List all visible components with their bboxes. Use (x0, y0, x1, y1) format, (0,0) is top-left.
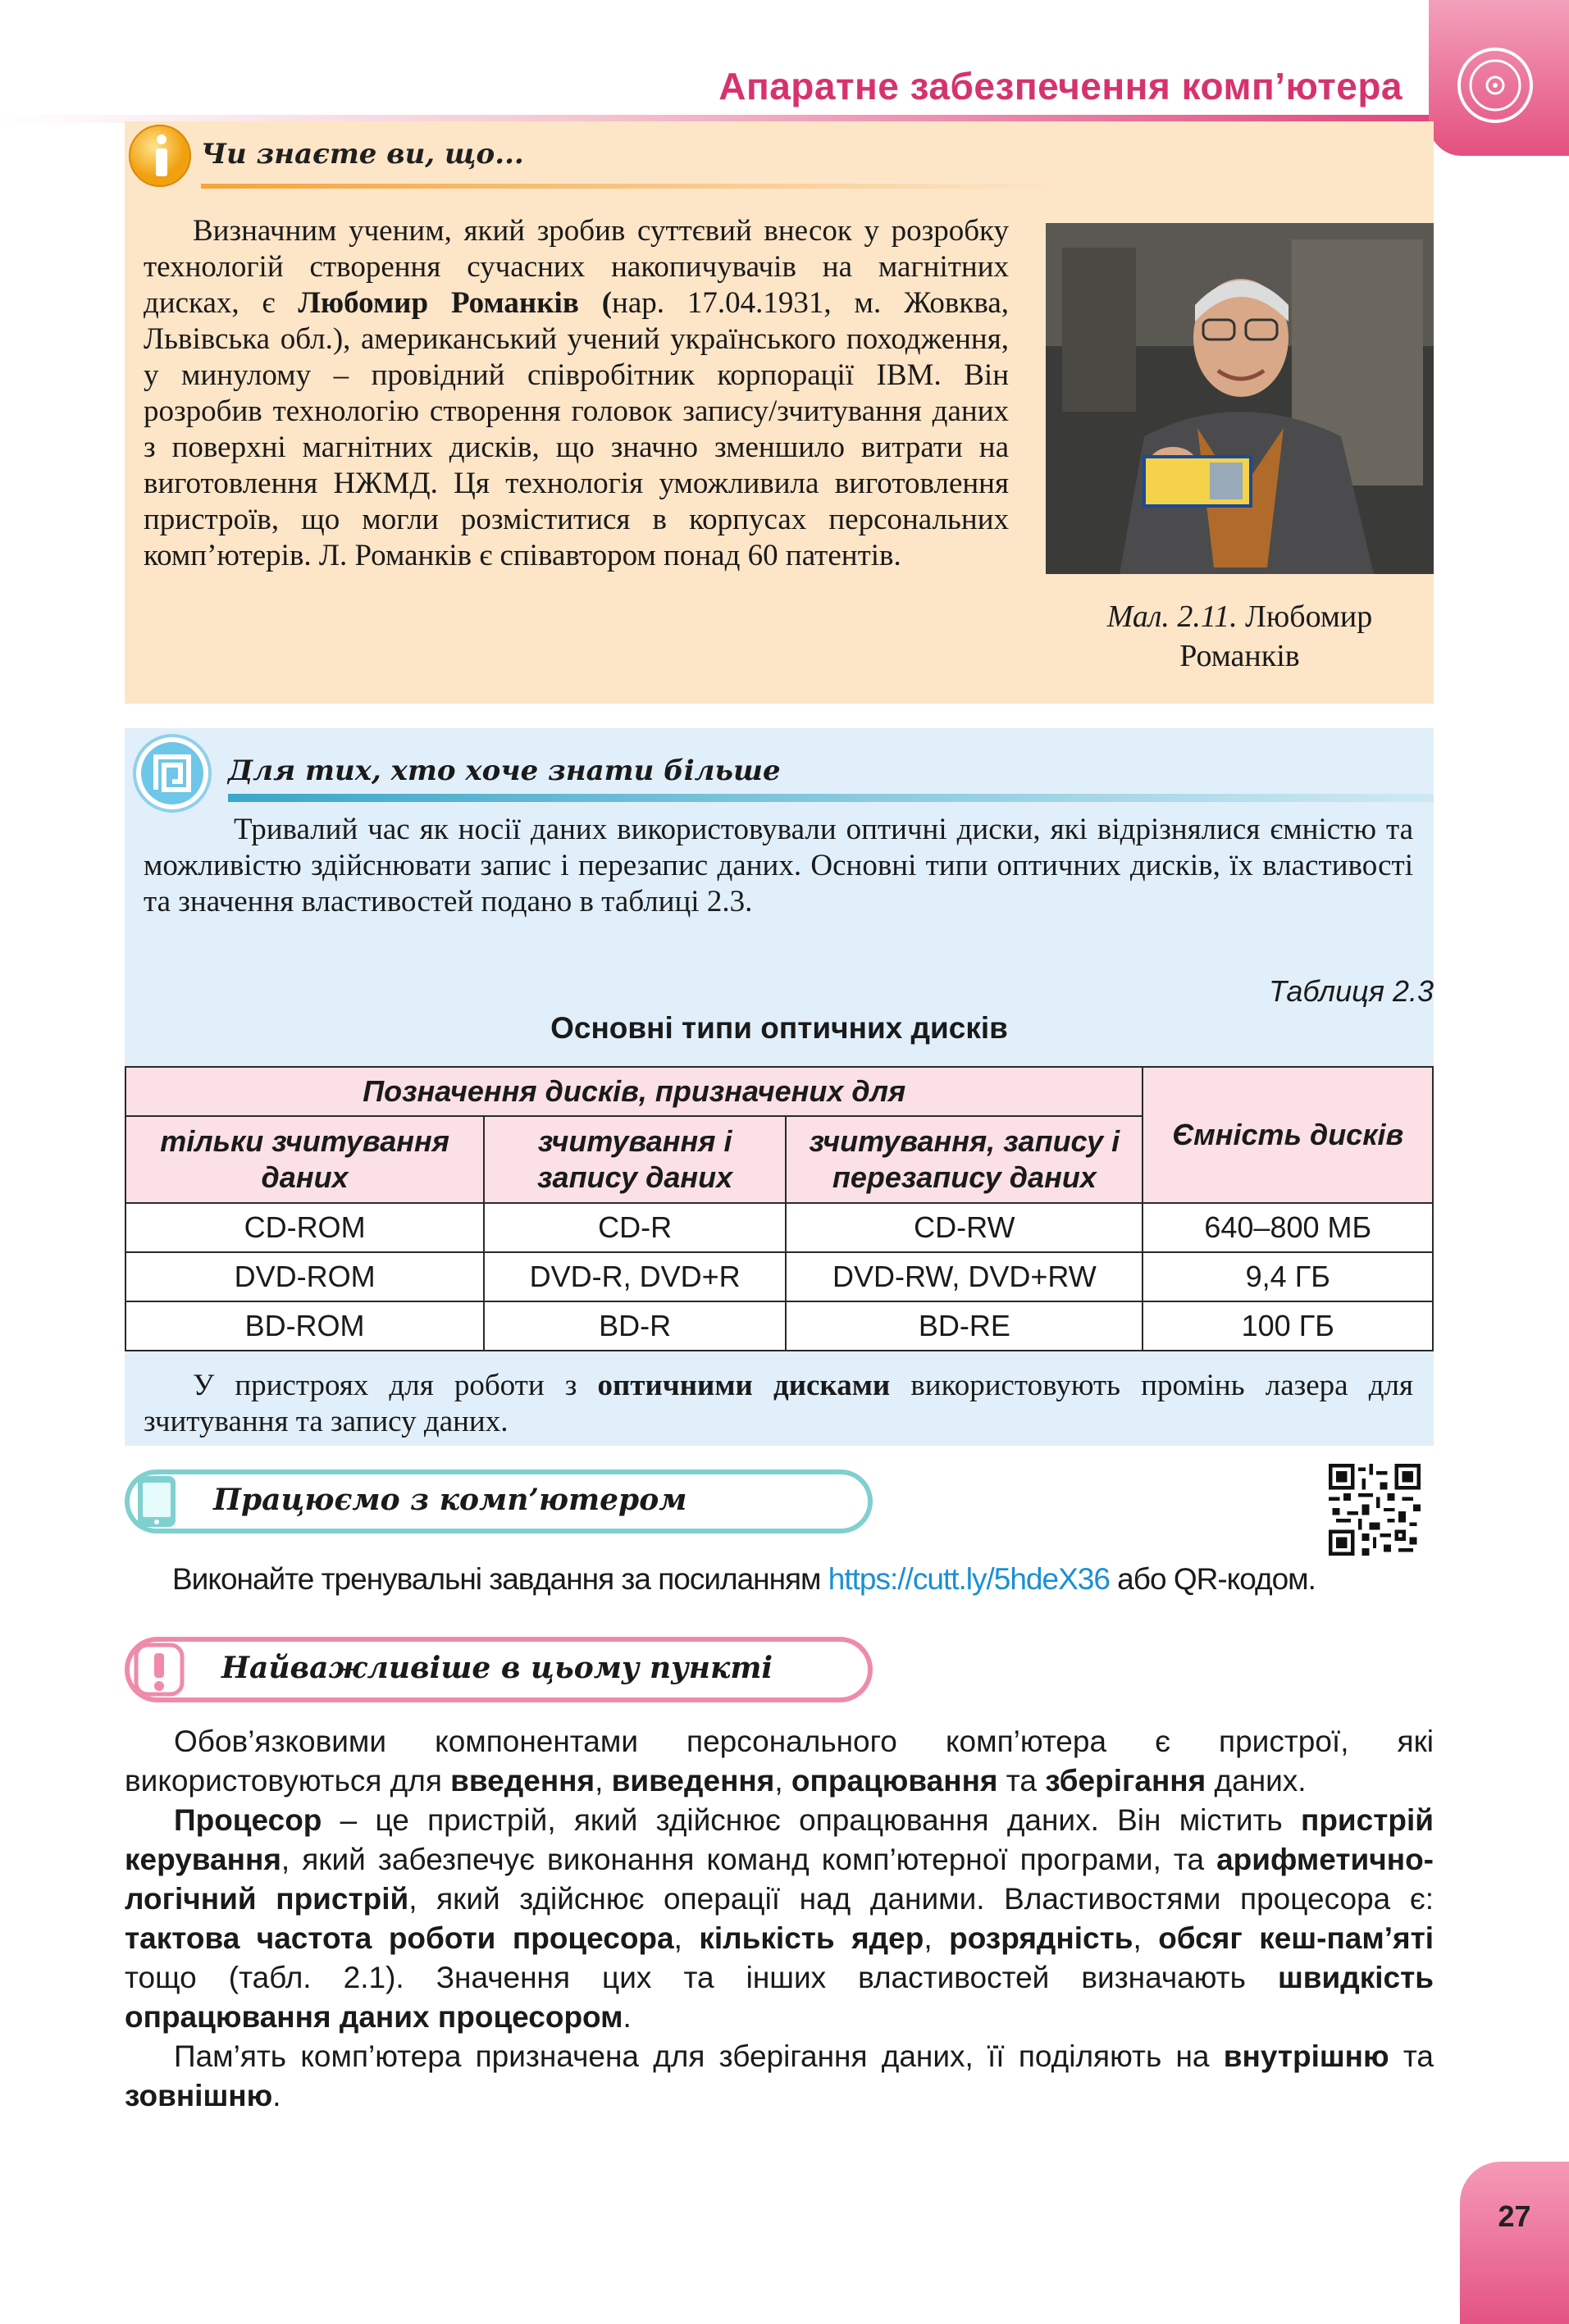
summary-paragraph: Процесор – це пристрій, який здійснює опрацювання даних. Він містить пристрій керування, який забезпечує виконання команд комп’ютерної програми, та арифметично-логічний пристрій, який здійснює операції над даними. Властивостями процесора є: тактова частота роботи процесора, кількість ядер, розрядність, обсяг кеш-пам’яті тощо (табл. 2.1). Значення цих та інших властивостей визначають швидкість опрацювання даних процесором. (125, 1803, 1434, 2034)
summary-paragraph: Пам’ять комп’ютера призначена для зберігання даних, її поділяють на внутрішню та зовнішню. (125, 2039, 1434, 2112)
table-subheader: зчитування, запису і перезапису даних (786, 1116, 1143, 1203)
optical-discs-table (125, 1066, 1434, 1351)
figure-caption: Мал. 2.11. Любомир Романків (1106, 599, 1373, 673)
title-underline (228, 794, 1434, 802)
table-group-header: Позначення дисків, призначених для (125, 1067, 1143, 1116)
more-info-title: Для тих, хто хоче знати більше (228, 754, 781, 787)
summary-text (125, 1722, 1434, 2116)
table-row (125, 1203, 1433, 1252)
exclamation-icon (130, 1637, 189, 1702)
chapter-title: Апаратне забезпечення комп’ютера (718, 65, 1403, 107)
computer-section-text: Виконайте тренувальні завдання за посиланням https://cutt.ly/5hdeX36 або QR-кодом. (172, 1562, 1316, 1596)
table-cell: CD-RW (786, 1203, 1143, 1252)
table-cell: DVD-ROM (125, 1252, 484, 1301)
scientist-photo (1046, 223, 1434, 574)
summary-paragraph: Обов’язковими компонентами персонального комп’ютера є пристрої, які використовуються для введення, виведення, опрацювання та зберігання даних. (125, 1725, 1434, 1798)
table-cell: BD-R (484, 1301, 786, 1351)
title-underline (201, 184, 1062, 189)
table-cell: CD-R (484, 1203, 786, 1252)
page-number-tab (1460, 2162, 1569, 2324)
table-cell: DVD-RW, DVD+RW (786, 1252, 1143, 1301)
table-capacity-header: Ємність дисків (1143, 1067, 1433, 1203)
table-cell: BD-RE (786, 1301, 1143, 1351)
table-cell: 640–800 МБ (1143, 1203, 1433, 1252)
table-subheader: тільки зчитування даних (125, 1116, 484, 1203)
table-cell: 100 ГБ (1143, 1301, 1433, 1351)
tablet-icon (130, 1470, 184, 1533)
important-section-title: Найважливіше в цьому пункті (221, 1651, 773, 1685)
exercise-link[interactable]: https://cutt.ly/5hdeX36 (828, 1562, 1110, 1596)
table-row (125, 1252, 1433, 1301)
more-info-text: Тривалий час як носії даних використовували оптичні диски, які відрізнялися ємністю та можливістю здійснювати запис і перезапис даних. Основні типи оптичних дисків, їх властивості та значення властивостей подано в таблиці 2.3. (144, 813, 1413, 918)
table-cell: CD-ROM (125, 1203, 484, 1252)
info-icon (127, 123, 193, 189)
did-you-know-title: Чи знаєте ви, що... (201, 138, 524, 171)
table-cell: DVD-R, DVD+R (484, 1252, 786, 1301)
disc-icon (1456, 46, 1535, 125)
table-row (125, 1301, 1433, 1351)
table-cell: 9,4 ГБ (1143, 1252, 1433, 1301)
table-subheader: зчитування і запису даних (484, 1116, 786, 1203)
table-title: Основні типи оптичних дисків (550, 1011, 1008, 1045)
qr-code-icon[interactable] (1329, 1464, 1421, 1556)
table-cell: BD-ROM (125, 1301, 484, 1351)
page-number: 27 (1498, 2199, 1531, 2233)
did-you-know-text: Визначним ученим, який зробив суттєвий внесок у розробку технологій створення сучасних накопичувачів на магнітних дисках, є Любомир Романків (нар. 17.04.1931, м. Жовква, Львівська обл.), американський учений українського походження, у минулому – провідний співробітник корпорації IBM. Він розробив технологію створення головок запису/зчитування даних з поверхні магнітних дисків, що значно зменшило витрати на виготовлення НЖМД. Ця технологія уможливила виготовлення пристроїв, що могли розміститися в корпусах персональних комп’ютерів. Л. Романків є співавтором понад 60 патентів. (144, 214, 1009, 572)
scientist-name: Любомир Романків ( (298, 286, 613, 320)
more-info-footer: У пристроях для роботи з оптичними дисками використовують промінь лазера для зчитування та запису даних. (144, 1369, 1414, 1438)
computer-section-title: Працюємо з комп’ютером (213, 1483, 687, 1517)
meander-icon (131, 732, 213, 814)
table-number: Таблиця 2.3 (1269, 974, 1434, 1008)
